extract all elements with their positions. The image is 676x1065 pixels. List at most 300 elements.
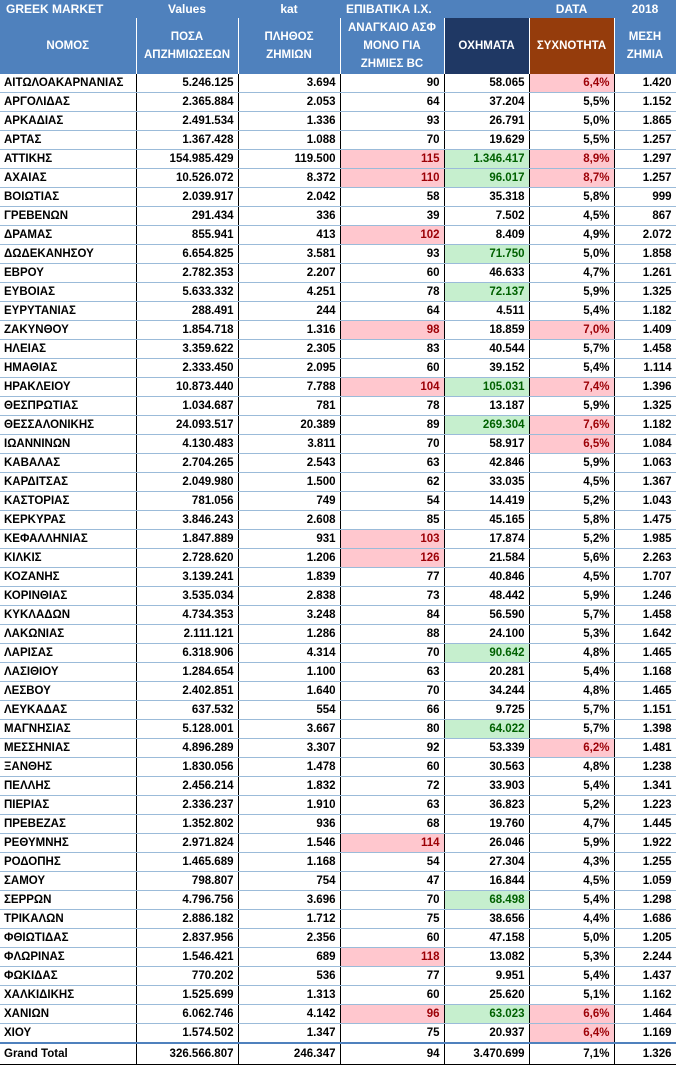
anagkaio-cell[interactable]: 96: [340, 1005, 444, 1024]
posa-cell[interactable]: 3.846.243: [136, 511, 238, 530]
nomos-cell[interactable]: ΤΡΙΚΑΛΩΝ: [0, 910, 136, 929]
syxnotita-cell[interactable]: 8,9%: [529, 150, 614, 169]
oximata-cell[interactable]: 39.152: [444, 359, 529, 378]
posa-cell[interactable]: 4.734.353: [136, 606, 238, 625]
syxnotita-cell[interactable]: 5,4%: [529, 891, 614, 910]
syxnotita-cell[interactable]: 8,7%: [529, 169, 614, 188]
posa-cell[interactable]: 1.284.654: [136, 663, 238, 682]
plithos-cell[interactable]: 2.838: [238, 587, 340, 606]
mesi-cell[interactable]: 1.168: [614, 663, 676, 682]
posa-cell[interactable]: 2.782.353: [136, 264, 238, 283]
anagkaio-cell[interactable]: 92: [340, 739, 444, 758]
nomos-cell[interactable]: ΚΕΦΑΛΛΗΝΙΑΣ: [0, 530, 136, 549]
posa-cell[interactable]: 24.093.517: [136, 416, 238, 435]
plithos-cell[interactable]: 781: [238, 397, 340, 416]
nomos-cell[interactable]: ΛΑΣΙΘΙΟΥ: [0, 663, 136, 682]
anagkaio-cell[interactable]: 60: [340, 758, 444, 777]
oximata-cell[interactable]: 19.760: [444, 815, 529, 834]
oximata-cell[interactable]: 38.656: [444, 910, 529, 929]
mesi-cell[interactable]: 1.182: [614, 416, 676, 435]
oximata-cell[interactable]: 68.498: [444, 891, 529, 910]
oximata-cell[interactable]: 90.642: [444, 644, 529, 663]
plithos-cell[interactable]: 4.142: [238, 1005, 340, 1024]
oximata-cell[interactable]: 18.859: [444, 321, 529, 340]
anagkaio-cell[interactable]: 88: [340, 625, 444, 644]
nomos-cell[interactable]: ΑΡΤΑΣ: [0, 131, 136, 150]
posa-cell[interactable]: 4.896.289: [136, 739, 238, 758]
posa-cell[interactable]: 2.728.620: [136, 549, 238, 568]
mesi-cell[interactable]: 1.481: [614, 739, 676, 758]
syxnotita-cell[interactable]: 6,5%: [529, 435, 614, 454]
oximata-cell[interactable]: 33.903: [444, 777, 529, 796]
anagkaio-cell[interactable]: 98: [340, 321, 444, 340]
mesi-cell[interactable]: 1.298: [614, 891, 676, 910]
posa-cell[interactable]: 2.333.450: [136, 359, 238, 378]
anagkaio-cell[interactable]: 58: [340, 188, 444, 207]
anagkaio-cell[interactable]: 90: [340, 74, 444, 93]
anagkaio-cell[interactable]: 115: [340, 150, 444, 169]
nomos-cell[interactable]: ΠΙΕΡΙΑΣ: [0, 796, 136, 815]
nomos-cell[interactable]: ΞΑΝΘΗΣ: [0, 758, 136, 777]
mesi-cell[interactable]: 1.409: [614, 321, 676, 340]
nomos-cell[interactable]: ΑΡΚΑΔΙΑΣ: [0, 112, 136, 131]
syxnotita-cell[interactable]: 5,5%: [529, 93, 614, 112]
plithos-cell[interactable]: 1.286: [238, 625, 340, 644]
oximata-cell[interactable]: 105.031: [444, 378, 529, 397]
anagkaio-cell[interactable]: 83: [340, 340, 444, 359]
oximata-cell[interactable]: 40.544: [444, 340, 529, 359]
syxnotita-cell[interactable]: 4,9%: [529, 226, 614, 245]
mesi-cell[interactable]: 1.205: [614, 929, 676, 948]
nomos-cell[interactable]: ΣΕΡΡΩΝ: [0, 891, 136, 910]
mesi-cell[interactable]: 1.246: [614, 587, 676, 606]
mesi-cell[interactable]: 1.341: [614, 777, 676, 796]
mesi-cell[interactable]: 1.686: [614, 910, 676, 929]
syxnotita-cell[interactable]: 5,4%: [529, 777, 614, 796]
posa-cell[interactable]: 1.367.428: [136, 131, 238, 150]
nomos-cell[interactable]: ΒΟΙΩΤΙΑΣ: [0, 188, 136, 207]
posa-cell[interactable]: 3.359.622: [136, 340, 238, 359]
syxnotita-cell[interactable]: 4,8%: [529, 682, 614, 701]
syxnotita-cell[interactable]: 6,6%: [529, 1005, 614, 1024]
plithos-cell[interactable]: 3.696: [238, 891, 340, 910]
posa-cell[interactable]: 4.796.756: [136, 891, 238, 910]
nomos-cell[interactable]: ΣΑΜΟΥ: [0, 872, 136, 891]
syxnotita-cell[interactable]: 5,6%: [529, 549, 614, 568]
syxnotita-cell[interactable]: 5,5%: [529, 131, 614, 150]
syxnotita-cell[interactable]: 4,4%: [529, 910, 614, 929]
anagkaio-cell[interactable]: 66: [340, 701, 444, 720]
mesi-cell[interactable]: 1.445: [614, 815, 676, 834]
mesi-cell[interactable]: 1.367: [614, 473, 676, 492]
anagkaio-cell[interactable]: 75: [340, 910, 444, 929]
plithos-cell[interactable]: 1.206: [238, 549, 340, 568]
syxnotita-cell[interactable]: 4,8%: [529, 644, 614, 663]
posa-cell[interactable]: 2.402.851: [136, 682, 238, 701]
oximata-cell[interactable]: 40.846: [444, 568, 529, 587]
plithos-cell[interactable]: 3.581: [238, 245, 340, 264]
plithos-cell[interactable]: 336: [238, 207, 340, 226]
anagkaio-cell[interactable]: 102: [340, 226, 444, 245]
plithos-cell[interactable]: 1.640: [238, 682, 340, 701]
nomos-cell[interactable]: ΔΡΑΜΑΣ: [0, 226, 136, 245]
header-mesi[interactable]: ΜΕΣΗ ΖΗΜΙΑ: [614, 18, 676, 74]
oximata-cell[interactable]: 56.590: [444, 606, 529, 625]
plithos-cell[interactable]: 1.712: [238, 910, 340, 929]
nomos-cell[interactable]: ΓΡΕΒΕΝΩΝ: [0, 207, 136, 226]
plithos-cell[interactable]: 7.788: [238, 378, 340, 397]
syxnotita-cell[interactable]: 5,7%: [529, 340, 614, 359]
anagkaio-cell[interactable]: 60: [340, 986, 444, 1005]
mesi-cell[interactable]: 1.238: [614, 758, 676, 777]
syxnotita-cell[interactable]: 5,0%: [529, 929, 614, 948]
posa-cell[interactable]: 2.886.182: [136, 910, 238, 929]
mesi-cell[interactable]: 1.707: [614, 568, 676, 587]
nomos-cell[interactable]: ΦΩΚΙΔΑΣ: [0, 967, 136, 986]
posa-cell[interactable]: 291.434: [136, 207, 238, 226]
nomos-cell[interactable]: ΘΕΣΣΑΛΟΝΙΚΗΣ: [0, 416, 136, 435]
mesi-cell[interactable]: 2.072: [614, 226, 676, 245]
posa-cell[interactable]: 154.985.429: [136, 150, 238, 169]
header-posa[interactable]: ΠΟΣΑ ΑΠΖΗΜΙΩΣΕΩΝ: [136, 18, 238, 74]
plithos-cell[interactable]: 4.314: [238, 644, 340, 663]
syxnotita-cell[interactable]: 7,4%: [529, 378, 614, 397]
oximata-cell[interactable]: 34.244: [444, 682, 529, 701]
oximata-cell[interactable]: 26.046: [444, 834, 529, 853]
syxnotita-cell[interactable]: 6,4%: [529, 1024, 614, 1044]
posa-cell[interactable]: 6.062.746: [136, 1005, 238, 1024]
plithos-cell[interactable]: 754: [238, 872, 340, 891]
oximata-cell[interactable]: 26.791: [444, 112, 529, 131]
header-syxnotita[interactable]: ΣΥΧΝΟΤΗΤΑ: [529, 18, 614, 74]
plithos-cell[interactable]: 1.839: [238, 568, 340, 587]
plithos-cell[interactable]: 554: [238, 701, 340, 720]
anagkaio-cell[interactable]: 63: [340, 663, 444, 682]
mesi-cell[interactable]: 2.263: [614, 549, 676, 568]
total-mesi-cell[interactable]: 1.326: [614, 1043, 676, 1065]
syxnotita-cell[interactable]: 4,7%: [529, 815, 614, 834]
mesi-cell[interactable]: 1.063: [614, 454, 676, 473]
nomos-cell[interactable]: ΗΛΕΙΑΣ: [0, 340, 136, 359]
syxnotita-cell[interactable]: 5,7%: [529, 720, 614, 739]
posa-cell[interactable]: 1.574.502: [136, 1024, 238, 1044]
oximata-cell[interactable]: 96.017: [444, 169, 529, 188]
syxnotita-cell[interactable]: 5,4%: [529, 359, 614, 378]
syxnotita-cell[interactable]: 4,5%: [529, 473, 614, 492]
syxnotita-cell[interactable]: 5,4%: [529, 302, 614, 321]
oximata-cell[interactable]: 20.281: [444, 663, 529, 682]
plithos-cell[interactable]: 413: [238, 226, 340, 245]
syxnotita-cell[interactable]: 6,2%: [529, 739, 614, 758]
plithos-cell[interactable]: 749: [238, 492, 340, 511]
anagkaio-cell[interactable]: 68: [340, 815, 444, 834]
nomos-cell[interactable]: ΠΕΛΛΗΣ: [0, 777, 136, 796]
anagkaio-cell[interactable]: 70: [340, 644, 444, 663]
mesi-cell[interactable]: 1.162: [614, 986, 676, 1005]
syxnotita-cell[interactable]: 4,5%: [529, 872, 614, 891]
nomos-cell[interactable]: ΚΟΡΙΝΘΙΑΣ: [0, 587, 136, 606]
header-plithos[interactable]: ΠΛΗΘΟΣ ΖΗΜΙΩΝ: [238, 18, 340, 74]
mesi-cell[interactable]: 1.458: [614, 606, 676, 625]
mesi-cell[interactable]: 1.255: [614, 853, 676, 872]
syxnotita-cell[interactable]: 4,5%: [529, 568, 614, 587]
syxnotita-cell[interactable]: 5,0%: [529, 112, 614, 131]
oximata-cell[interactable]: 8.409: [444, 226, 529, 245]
plithos-cell[interactable]: 2.305: [238, 340, 340, 359]
anagkaio-cell[interactable]: 110: [340, 169, 444, 188]
mesi-cell[interactable]: 2.244: [614, 948, 676, 967]
oximata-cell[interactable]: 17.874: [444, 530, 529, 549]
anagkaio-cell[interactable]: 64: [340, 93, 444, 112]
plithos-cell[interactable]: 1.336: [238, 112, 340, 131]
plithos-cell[interactable]: 3.307: [238, 739, 340, 758]
nomos-cell[interactable]: ΚΕΡΚΥΡΑΣ: [0, 511, 136, 530]
nomos-cell[interactable]: ΔΩΔΕΚΑΝΗΣΟΥ: [0, 245, 136, 264]
oximata-cell[interactable]: 33.035: [444, 473, 529, 492]
mesi-cell[interactable]: 1.182: [614, 302, 676, 321]
oximata-cell[interactable]: 36.823: [444, 796, 529, 815]
nomos-cell[interactable]: ΦΛΩΡΙΝΑΣ: [0, 948, 136, 967]
syxnotita-cell[interactable]: 5,9%: [529, 834, 614, 853]
posa-cell[interactable]: 637.532: [136, 701, 238, 720]
syxnotita-cell[interactable]: 5,8%: [529, 511, 614, 530]
syxnotita-cell[interactable]: 7,0%: [529, 321, 614, 340]
header-anagkaio[interactable]: ΑΝΑΓΚΑΙΟ ΑΣΦ ΜΟΝΟ ΓΙΑ ΖΗΜΙΕΣ BC: [340, 18, 444, 74]
mesi-cell[interactable]: 1.458: [614, 340, 676, 359]
plithos-cell[interactable]: 1.316: [238, 321, 340, 340]
nomos-cell[interactable]: ΕΥΒΟΙΑΣ: [0, 283, 136, 302]
mesi-cell[interactable]: 999: [614, 188, 676, 207]
posa-cell[interactable]: 3.139.241: [136, 568, 238, 587]
posa-cell[interactable]: 2.336.237: [136, 796, 238, 815]
nomos-cell[interactable]: ΗΡΑΚΛΕΙΟΥ: [0, 378, 136, 397]
oximata-cell[interactable]: 58.917: [444, 435, 529, 454]
oximata-cell[interactable]: 7.502: [444, 207, 529, 226]
total-syxnotita-cell[interactable]: 7,1%: [529, 1043, 614, 1065]
oximata-cell[interactable]: 4.511: [444, 302, 529, 321]
posa-cell[interactable]: 2.039.917: [136, 188, 238, 207]
syxnotita-cell[interactable]: 5,1%: [529, 986, 614, 1005]
mesi-cell[interactable]: 1.985: [614, 530, 676, 549]
plithos-cell[interactable]: 1.832: [238, 777, 340, 796]
posa-cell[interactable]: 1.525.699: [136, 986, 238, 1005]
nomos-cell[interactable]: ΚΥΚΛΑΔΩΝ: [0, 606, 136, 625]
anagkaio-cell[interactable]: 54: [340, 492, 444, 511]
syxnotita-cell[interactable]: 6,4%: [529, 74, 614, 93]
nomos-cell[interactable]: ΑΡΓΟΛΙΔΑΣ: [0, 93, 136, 112]
oximata-cell[interactable]: 27.304: [444, 853, 529, 872]
nomos-cell[interactable]: ΚΙΛΚΙΣ: [0, 549, 136, 568]
posa-cell[interactable]: 770.202: [136, 967, 238, 986]
plithos-cell[interactable]: 1.313: [238, 986, 340, 1005]
oximata-cell[interactable]: 269.304: [444, 416, 529, 435]
plithos-cell[interactable]: 3.667: [238, 720, 340, 739]
syxnotita-cell[interactable]: 5,8%: [529, 188, 614, 207]
anagkaio-cell[interactable]: 70: [340, 682, 444, 701]
anagkaio-cell[interactable]: 70: [340, 131, 444, 150]
plithos-cell[interactable]: 1.168: [238, 853, 340, 872]
nomos-cell[interactable]: ΠΡΕΒΕΖΑΣ: [0, 815, 136, 834]
posa-cell[interactable]: 6.318.906: [136, 644, 238, 663]
nomos-cell[interactable]: ΡΟΔΟΠΗΣ: [0, 853, 136, 872]
mesi-cell[interactable]: 1.257: [614, 131, 676, 150]
oximata-cell[interactable]: 21.584: [444, 549, 529, 568]
nomos-cell[interactable]: ΖΑΚΥΝΘΟΥ: [0, 321, 136, 340]
plithos-cell[interactable]: 3.694: [238, 74, 340, 93]
plithos-cell[interactable]: 4.251: [238, 283, 340, 302]
mesi-cell[interactable]: 1.465: [614, 644, 676, 663]
mesi-cell[interactable]: 1.151: [614, 701, 676, 720]
mesi-cell[interactable]: 1.084: [614, 435, 676, 454]
mesi-cell[interactable]: 1.642: [614, 625, 676, 644]
mesi-cell[interactable]: 1.865: [614, 112, 676, 131]
posa-cell[interactable]: 2.111.121: [136, 625, 238, 644]
anagkaio-cell[interactable]: 118: [340, 948, 444, 967]
syxnotita-cell[interactable]: 4,8%: [529, 758, 614, 777]
nomos-cell[interactable]: ΕΥΡΥΤΑΝΙΑΣ: [0, 302, 136, 321]
nomos-cell[interactable]: ΚΟΖΑΝΗΣ: [0, 568, 136, 587]
plithos-cell[interactable]: 931: [238, 530, 340, 549]
posa-cell[interactable]: 4.130.483: [136, 435, 238, 454]
syxnotita-cell[interactable]: 5,3%: [529, 948, 614, 967]
anagkaio-cell[interactable]: 104: [340, 378, 444, 397]
syxnotita-cell[interactable]: 4,7%: [529, 264, 614, 283]
syxnotita-cell[interactable]: 5,7%: [529, 606, 614, 625]
anagkaio-cell[interactable]: 73: [340, 587, 444, 606]
mesi-cell[interactable]: 1.297: [614, 150, 676, 169]
mesi-cell[interactable]: 1.152: [614, 93, 676, 112]
oximata-cell[interactable]: 42.846: [444, 454, 529, 473]
nomos-cell[interactable]: ΦΘΙΩΤΙΔΑΣ: [0, 929, 136, 948]
oximata-cell[interactable]: 9.951: [444, 967, 529, 986]
anagkaio-cell[interactable]: 60: [340, 929, 444, 948]
mesi-cell[interactable]: 1.922: [614, 834, 676, 853]
oximata-cell[interactable]: 30.563: [444, 758, 529, 777]
anagkaio-cell[interactable]: 78: [340, 397, 444, 416]
nomos-cell[interactable]: ΛΕΣΒΟΥ: [0, 682, 136, 701]
plithos-cell[interactable]: 1.478: [238, 758, 340, 777]
nomos-cell[interactable]: ΑΤΤΙΚΗΣ: [0, 150, 136, 169]
total-anagkaio-cell[interactable]: 94: [340, 1043, 444, 1065]
anagkaio-cell[interactable]: 85: [340, 511, 444, 530]
posa-cell[interactable]: 855.941: [136, 226, 238, 245]
posa-cell[interactable]: 5.633.332: [136, 283, 238, 302]
total-nomos-cell[interactable]: Grand Total: [0, 1043, 136, 1065]
posa-cell[interactable]: 5.246.125: [136, 74, 238, 93]
nomos-cell[interactable]: ΚΑΣΤΟΡΙΑΣ: [0, 492, 136, 511]
anagkaio-cell[interactable]: 114: [340, 834, 444, 853]
header-nomos[interactable]: ΝΟΜΟΣ: [0, 18, 136, 74]
mesi-cell[interactable]: 1.325: [614, 397, 676, 416]
syxnotita-cell[interactable]: 5,7%: [529, 701, 614, 720]
posa-cell[interactable]: 1.034.687: [136, 397, 238, 416]
syxnotita-cell[interactable]: 5,4%: [529, 967, 614, 986]
posa-cell[interactable]: 2.971.824: [136, 834, 238, 853]
plithos-cell[interactable]: 244: [238, 302, 340, 321]
plithos-cell[interactable]: 3.811: [238, 435, 340, 454]
mesi-cell[interactable]: 1.059: [614, 872, 676, 891]
syxnotita-cell[interactable]: 5,9%: [529, 283, 614, 302]
anagkaio-cell[interactable]: 89: [340, 416, 444, 435]
mesi-cell[interactable]: 1.437: [614, 967, 676, 986]
posa-cell[interactable]: 1.847.889: [136, 530, 238, 549]
posa-cell[interactable]: 3.535.034: [136, 587, 238, 606]
syxnotita-cell[interactable]: 5,0%: [529, 245, 614, 264]
nomos-cell[interactable]: ΛΑΡΙΣΑΣ: [0, 644, 136, 663]
anagkaio-cell[interactable]: 60: [340, 264, 444, 283]
anagkaio-cell[interactable]: 80: [340, 720, 444, 739]
oximata-cell[interactable]: 9.725: [444, 701, 529, 720]
plithos-cell[interactable]: 2.207: [238, 264, 340, 283]
oximata-cell[interactable]: 58.065: [444, 74, 529, 93]
nomos-cell[interactable]: ΑΧΑΙΑΣ: [0, 169, 136, 188]
plithos-cell[interactable]: 1.100: [238, 663, 340, 682]
nomos-cell[interactable]: ΧΑΝΙΩΝ: [0, 1005, 136, 1024]
anagkaio-cell[interactable]: 39: [340, 207, 444, 226]
posa-cell[interactable]: 2.365.884: [136, 93, 238, 112]
mesi-cell[interactable]: 1.043: [614, 492, 676, 511]
mesi-cell[interactable]: 1.261: [614, 264, 676, 283]
syxnotita-cell[interactable]: 5,9%: [529, 397, 614, 416]
anagkaio-cell[interactable]: 54: [340, 853, 444, 872]
plithos-cell[interactable]: 1.910: [238, 796, 340, 815]
syxnotita-cell[interactable]: 5,9%: [529, 587, 614, 606]
anagkaio-cell[interactable]: 126: [340, 549, 444, 568]
oximata-cell[interactable]: 48.442: [444, 587, 529, 606]
syxnotita-cell[interactable]: 5,4%: [529, 663, 614, 682]
syxnotita-cell[interactable]: 7,6%: [529, 416, 614, 435]
posa-cell[interactable]: 10.873.440: [136, 378, 238, 397]
anagkaio-cell[interactable]: 62: [340, 473, 444, 492]
anagkaio-cell[interactable]: 93: [340, 112, 444, 131]
mesi-cell[interactable]: 1.398: [614, 720, 676, 739]
mesi-cell[interactable]: 1.169: [614, 1024, 676, 1044]
posa-cell[interactable]: 1.854.718: [136, 321, 238, 340]
anagkaio-cell[interactable]: 103: [340, 530, 444, 549]
nomos-cell[interactable]: ΛΑΚΩΝΙΑΣ: [0, 625, 136, 644]
anagkaio-cell[interactable]: 77: [340, 967, 444, 986]
oximata-cell[interactable]: 53.339: [444, 739, 529, 758]
syxnotita-cell[interactable]: 5,2%: [529, 530, 614, 549]
oximata-cell[interactable]: 46.633: [444, 264, 529, 283]
anagkaio-cell[interactable]: 93: [340, 245, 444, 264]
mesi-cell[interactable]: 1.325: [614, 283, 676, 302]
anagkaio-cell[interactable]: 77: [340, 568, 444, 587]
posa-cell[interactable]: 1.546.421: [136, 948, 238, 967]
plithos-cell[interactable]: 3.248: [238, 606, 340, 625]
plithos-cell[interactable]: 20.389: [238, 416, 340, 435]
oximata-cell[interactable]: 13.187: [444, 397, 529, 416]
posa-cell[interactable]: 1.352.802: [136, 815, 238, 834]
plithos-cell[interactable]: 2.053: [238, 93, 340, 112]
oximata-cell[interactable]: 37.204: [444, 93, 529, 112]
oximata-cell[interactable]: 13.082: [444, 948, 529, 967]
plithos-cell[interactable]: 536: [238, 967, 340, 986]
posa-cell[interactable]: 2.491.534: [136, 112, 238, 131]
anagkaio-cell[interactable]: 47: [340, 872, 444, 891]
plithos-cell[interactable]: 936: [238, 815, 340, 834]
nomos-cell[interactable]: ΛΕΥΚΑΔΑΣ: [0, 701, 136, 720]
plithos-cell[interactable]: 2.095: [238, 359, 340, 378]
nomos-cell[interactable]: ΜΑΓΝΗΣΙΑΣ: [0, 720, 136, 739]
syxnotita-cell[interactable]: 4,5%: [529, 207, 614, 226]
posa-cell[interactable]: 2.049.980: [136, 473, 238, 492]
posa-cell[interactable]: 288.491: [136, 302, 238, 321]
plithos-cell[interactable]: 1.347: [238, 1024, 340, 1044]
syxnotita-cell[interactable]: 5,3%: [529, 625, 614, 644]
syxnotita-cell[interactable]: 5,2%: [529, 796, 614, 815]
posa-cell[interactable]: 798.807: [136, 872, 238, 891]
